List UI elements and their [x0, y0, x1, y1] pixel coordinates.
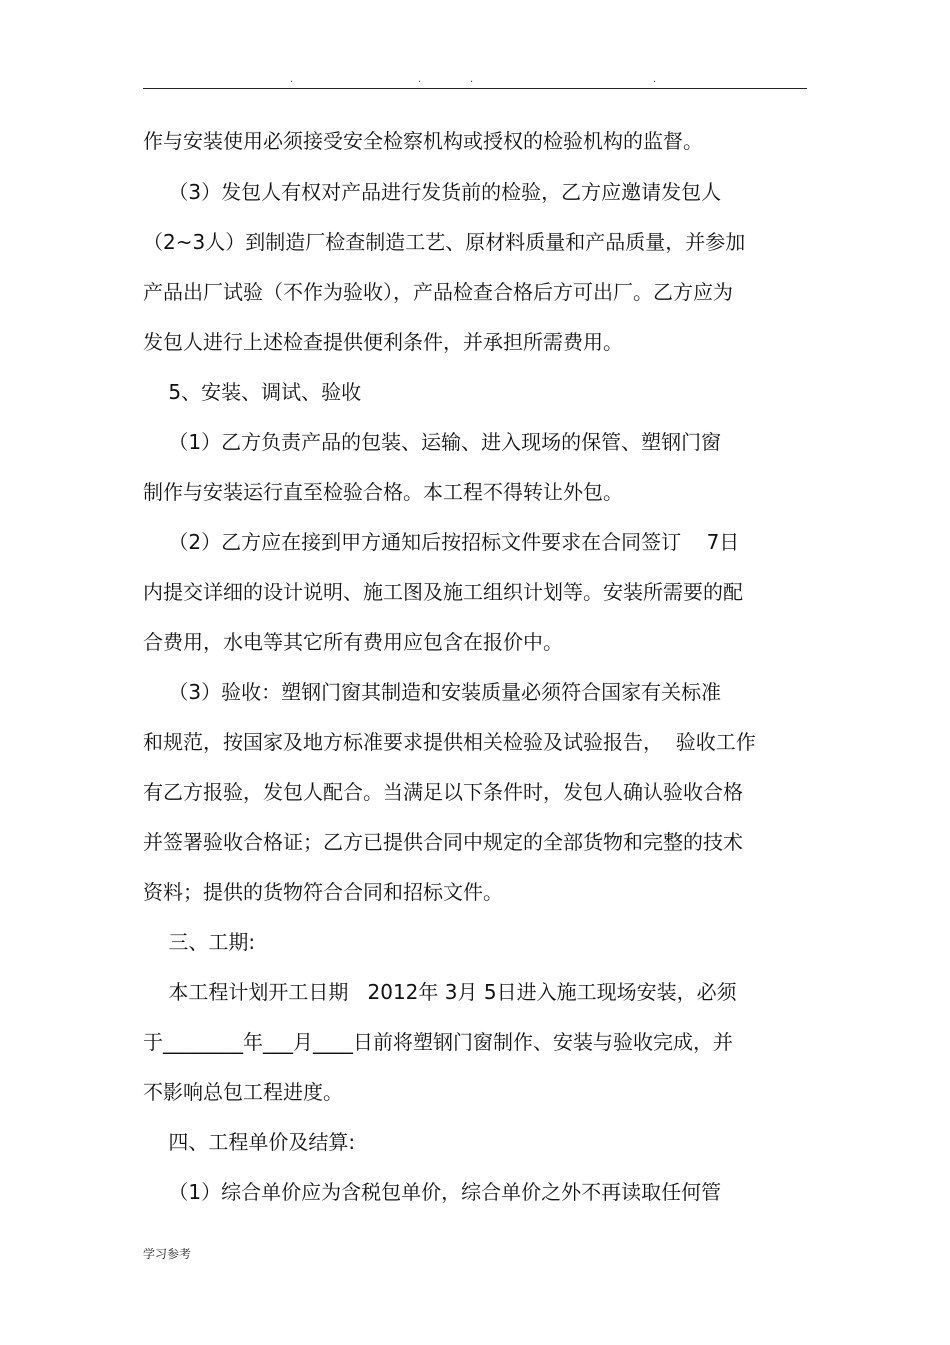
section-heading: 四、工程单价及结算: — [143, 1130, 356, 1154]
header-dot: . — [418, 74, 422, 85]
text-line: 和规范，按国家及地方标准要求提供相关检验及试验报告， 验收工作 — [143, 730, 756, 754]
text-line: 作与安装使用必须接受安全检察机构或授权的检验机构的监督。 — [143, 129, 703, 153]
text-line: （2）乙方应在接到甲方通知后按招标文件要求在合同签订 7日 — [143, 530, 740, 554]
text-line: 于________年___月____日前将塑钢门窗制作、安装与验收完成，并 — [143, 1030, 733, 1054]
footer-label: 学习参考 — [143, 1247, 192, 1261]
text-line: （1）乙方负责产品的包装、运输、进入现场的保管、塑钢门窗 — [143, 430, 722, 454]
text-line: 不影响总包工程进度。 — [143, 1080, 343, 1104]
text-line: （2~3人）到制造厂检查制造工艺、原材料质量和产品质量，并参加 — [143, 230, 746, 254]
text-line: 合费用，水电等其它所有费用应包含在报价中。 — [143, 630, 563, 654]
text-line: 制作与安装运行直至检验合格。本工程不得转让外包。 — [143, 480, 623, 504]
section-heading: 5、安装、调试、验收 — [143, 380, 362, 404]
header-dot: . — [290, 74, 294, 85]
header-dot: . — [653, 74, 657, 85]
section-heading: 三、工期: — [143, 930, 256, 954]
text-line: 发包人进行上述检查提供便利条件，并承担所需费用。 — [143, 330, 623, 354]
header-dot: . — [470, 74, 474, 85]
text-line: 产品出厂试验（不作为验收），产品检查合格后方可出厂。乙方应为 — [143, 280, 733, 304]
text-line: （3）发包人有权对产品进行发货前的检验，乙方应邀请发包人 — [143, 180, 722, 204]
text-line: 并签署验收合格证；乙方已提供合同中规定的全部货物和完整的技术 — [143, 830, 743, 854]
text-line: 资料；提供的货物符合合同和招标文件。 — [143, 880, 503, 904]
text-line: （3）验收：塑钢门窗其制造和安装质量必须符合国家有关标准 — [143, 680, 722, 704]
text-line: 内提交详细的设计说明、施工图及施工组织计划等。安装所需要的配 — [143, 580, 743, 604]
text-line: （1）综合单价应为含税包单价，综合单价之外不再读取任何管 — [143, 1180, 722, 1204]
text-line: 有乙方报验，发包人配合。当满足以下条件时，发包人确认验收合格 — [143, 780, 743, 804]
header-rule — [143, 88, 807, 89]
text-line: 本工程计划开工日期 2012年 3月 5日进入施工现场安装，必须 — [143, 980, 737, 1004]
